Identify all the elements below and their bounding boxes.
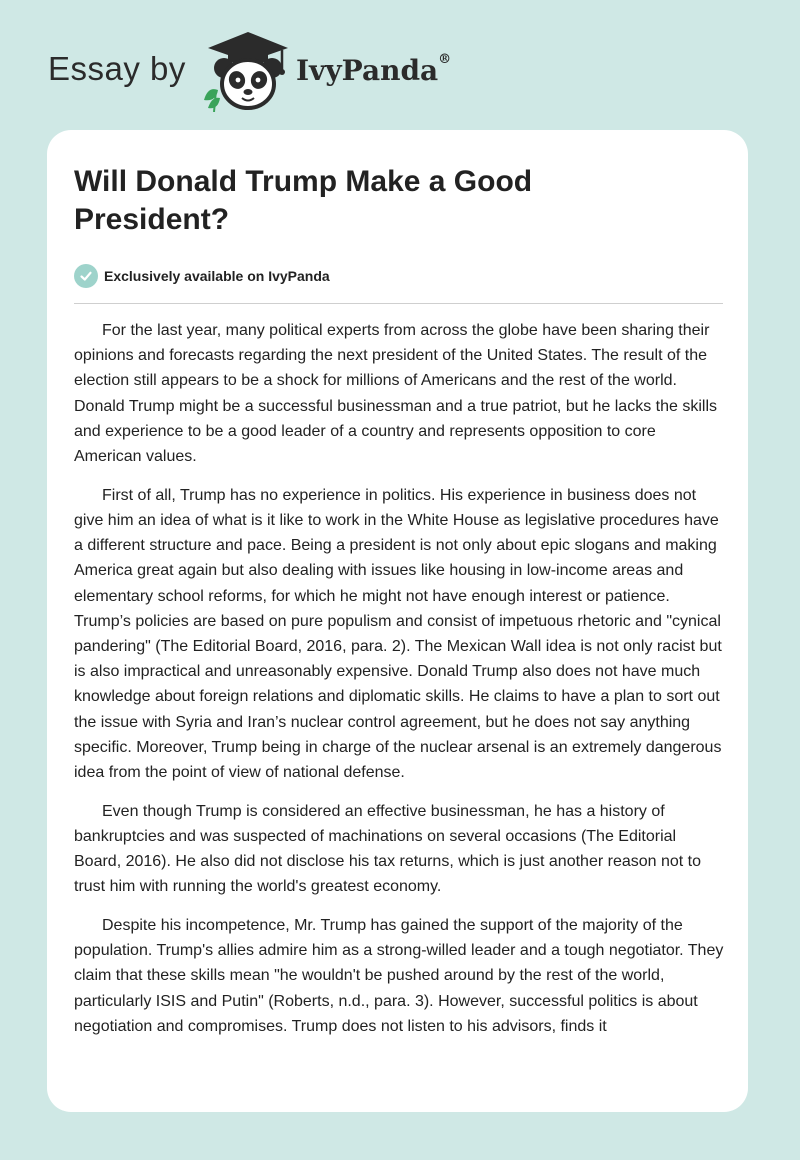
check-circle-icon bbox=[74, 264, 98, 288]
panda-logo-icon[interactable] bbox=[198, 30, 298, 112]
essay-body bbox=[74, 318, 724, 1052]
paragraph: First of all, Trump has no experience in politics. His experience in business does not give him an idea of what is it like to work in the White House as legislative procedures have a different structure and pace. Being a president is not only about epic slogans and making America great again but also dealing with issues like housing in low-income areas and elementary school reforms, for which he might not have enough interest or patience. Trump’s policies are based on pure populism and consist of impetuous rhetoric and "cynical pandering" (The Editorial Board, 2016, para. 2). The Mexican Wall idea is not only racist but is also impractical and unreasonably expensive. Donald Trump also does not have much knowledge about foreign relations and diplomatic skills. He claims to have a plan to sort out the issue with Syria and Iran’s nuclear control agreement, but he does not say anything specific. Moreover, Trump being in charge of the nuclear arsenal is an extremely dangerous idea from the point of view of national defense. bbox=[74, 486, 722, 781]
essay-card bbox=[47, 130, 748, 1112]
logo-name: IvyPanda bbox=[296, 54, 439, 87]
site-header bbox=[0, 0, 800, 130]
exclusive-badge bbox=[74, 263, 330, 289]
paragraph: Even though Trump is considered an effective businessman, he has a history of bankruptcies and was suspected of machinations on several occasions (The Editorial Board, 2016). He also did not disclose his tax returns, which is just another reason not to trust him with running the world's greatest economy. bbox=[74, 802, 702, 896]
paragraph: Despite his incompetence, Mr. Trump has gained the support of the majority of the population. Trump's allies admire him as a strong-willed leader and a tough negotiator. They claim that these skills mean "he wouldn't be pushed around by the rest of the world, particularly ISIS and Putin" (Roberts, n.d., para. 3). However, successful politics is about negotiation and compromises. Trump does not listen to his advisors, finds it bbox=[74, 916, 724, 1035]
divider bbox=[74, 303, 723, 304]
exclusive-label: Exclusively available on IvyPanda bbox=[104, 268, 330, 284]
registered-mark: ® bbox=[438, 52, 452, 67]
paragraph: For the last year, many political experts from across the globe have been sharing their opinions and forecasts regarding the next president of the United States. The result of the election still appears to be a shock for millions of Americans and the rest of the world. Donald Trump might be a successful businessman and a true patriot, but he lacks the skills and experience to be a good leader of a country and represents opposition to core American values. bbox=[74, 322, 717, 466]
essay-title: Will Donald Trump Make a Good President? bbox=[74, 165, 533, 236]
ivypanda-logo-text[interactable] bbox=[296, 54, 451, 87]
essay-by-label: Essay by bbox=[48, 50, 186, 87]
